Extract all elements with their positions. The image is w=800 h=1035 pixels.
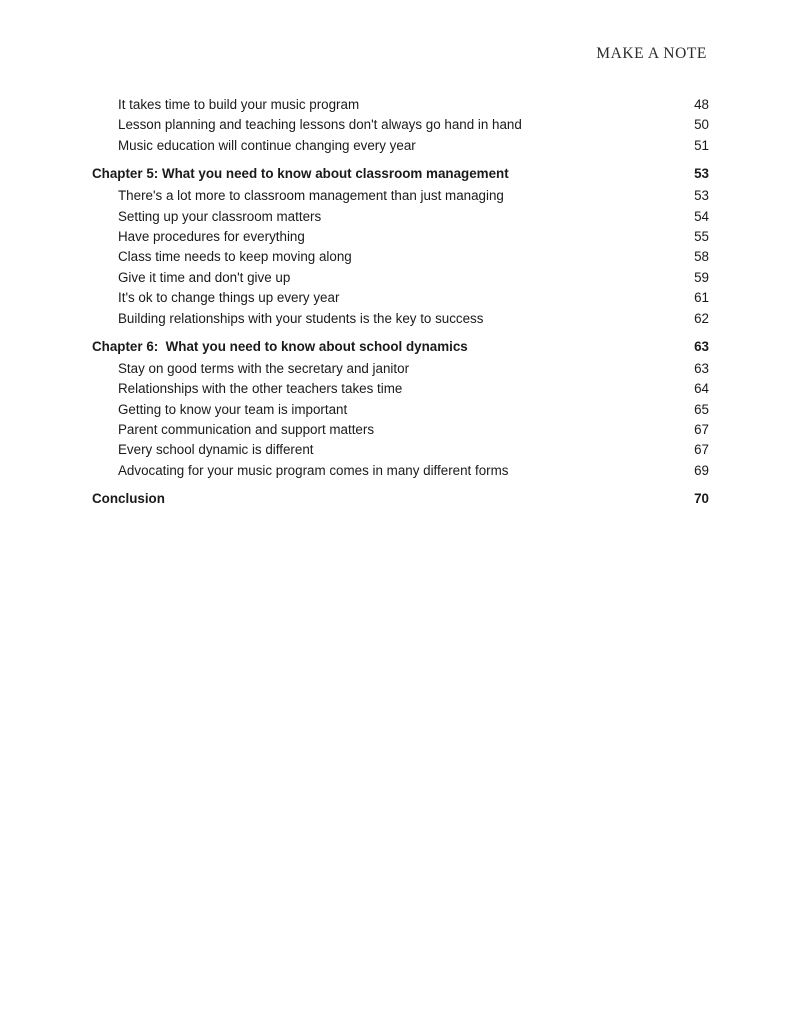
running-head: MAKE A NOTE [596, 45, 707, 62]
toc-page-number: 65 [694, 401, 709, 417]
toc-entry-title: Give it time and don't give up [118, 269, 291, 285]
toc-entry-row[interactable] [92, 311, 709, 331]
toc-page-number: 62 [694, 310, 709, 326]
toc-page-number: 55 [694, 228, 709, 244]
toc-entry-title: Advocating for your music program comes in many different forms [118, 462, 509, 478]
toc-chapter-row[interactable] [92, 491, 709, 513]
toc-page-number: 69 [694, 462, 709, 478]
toc-entry-row[interactable] [92, 381, 709, 401]
toc-entry-title: Music education will continue changing every year [118, 137, 416, 153]
toc-entry-title: Chapter 6: What you need to know about school dynamics [92, 338, 468, 354]
toc-page-number: 50 [694, 117, 709, 133]
toc-page-number: 61 [694, 290, 709, 306]
toc-page-number: 64 [694, 381, 709, 397]
toc-page-number: 59 [694, 269, 709, 285]
toc-chapter-row[interactable] [92, 339, 709, 361]
toc-page-number: 48 [694, 97, 709, 112]
toc-page-number: 67 [694, 442, 709, 458]
toc-entry-title: There's a lot more to classroom management than just managing [118, 188, 504, 204]
toc-entry-row[interactable] [92, 361, 709, 381]
toc-entry-row[interactable] [92, 270, 709, 290]
toc-entry-title: Class time needs to keep moving along [118, 249, 352, 265]
toc-entry-row[interactable] [92, 442, 709, 462]
toc-page-number: 51 [694, 137, 709, 153]
toc-entry-title: Conclusion [92, 491, 165, 507]
toc-entry-row[interactable] [92, 188, 709, 208]
toc-entry-title: Relationships with the other teachers takes time [118, 381, 403, 397]
toc-entry-title: Setting up your classroom matters [118, 208, 322, 224]
toc-page-number: 53 [694, 188, 709, 204]
toc-page-number: 63 [694, 338, 709, 354]
toc-entry-row[interactable] [92, 97, 709, 117]
toc-entry-title: Parent communication and support matters [118, 422, 375, 438]
toc-page-number: 58 [694, 249, 709, 265]
toc-entry-title: Building relationships with your students is the key to success [118, 310, 484, 326]
toc-page-number: 53 [694, 166, 709, 182]
toc-entry-row[interactable] [92, 209, 709, 229]
toc-page-number: 67 [694, 422, 709, 438]
toc-entry-title: Chapter 5: What you need to know about classroom management [92, 166, 509, 182]
toc-entry-row[interactable] [92, 138, 709, 158]
toc-page-number: 63 [694, 360, 709, 376]
toc-entry-row[interactable] [92, 463, 709, 483]
toc-page-number: 54 [694, 208, 709, 224]
toc-entry-title: Stay on good terms with the secretary and janitor [118, 360, 410, 376]
toc-entry-title: Getting to know your team is important [118, 401, 348, 417]
toc-entry-row[interactable] [92, 249, 709, 269]
toc-entry-row[interactable] [92, 117, 709, 137]
toc-entry-title: Every school dynamic is different [118, 442, 314, 458]
toc-entry-row[interactable] [92, 422, 709, 442]
toc-chapter-row[interactable] [92, 166, 709, 188]
toc-entry-title: It takes time to build your music program [118, 97, 360, 112]
toc-entry-title: Have procedures for everything [118, 228, 305, 244]
toc-entry-title: It's ok to change things up every year [118, 290, 340, 306]
toc-entry-row[interactable] [92, 290, 709, 310]
toc-entry-row[interactable] [92, 402, 709, 422]
table-of-contents [92, 97, 709, 513]
toc-entry-row[interactable] [92, 229, 709, 249]
toc-entry-title: Lesson planning and teaching lessons don't always go hand in hand [118, 117, 522, 133]
toc-page-number: 70 [694, 491, 709, 507]
